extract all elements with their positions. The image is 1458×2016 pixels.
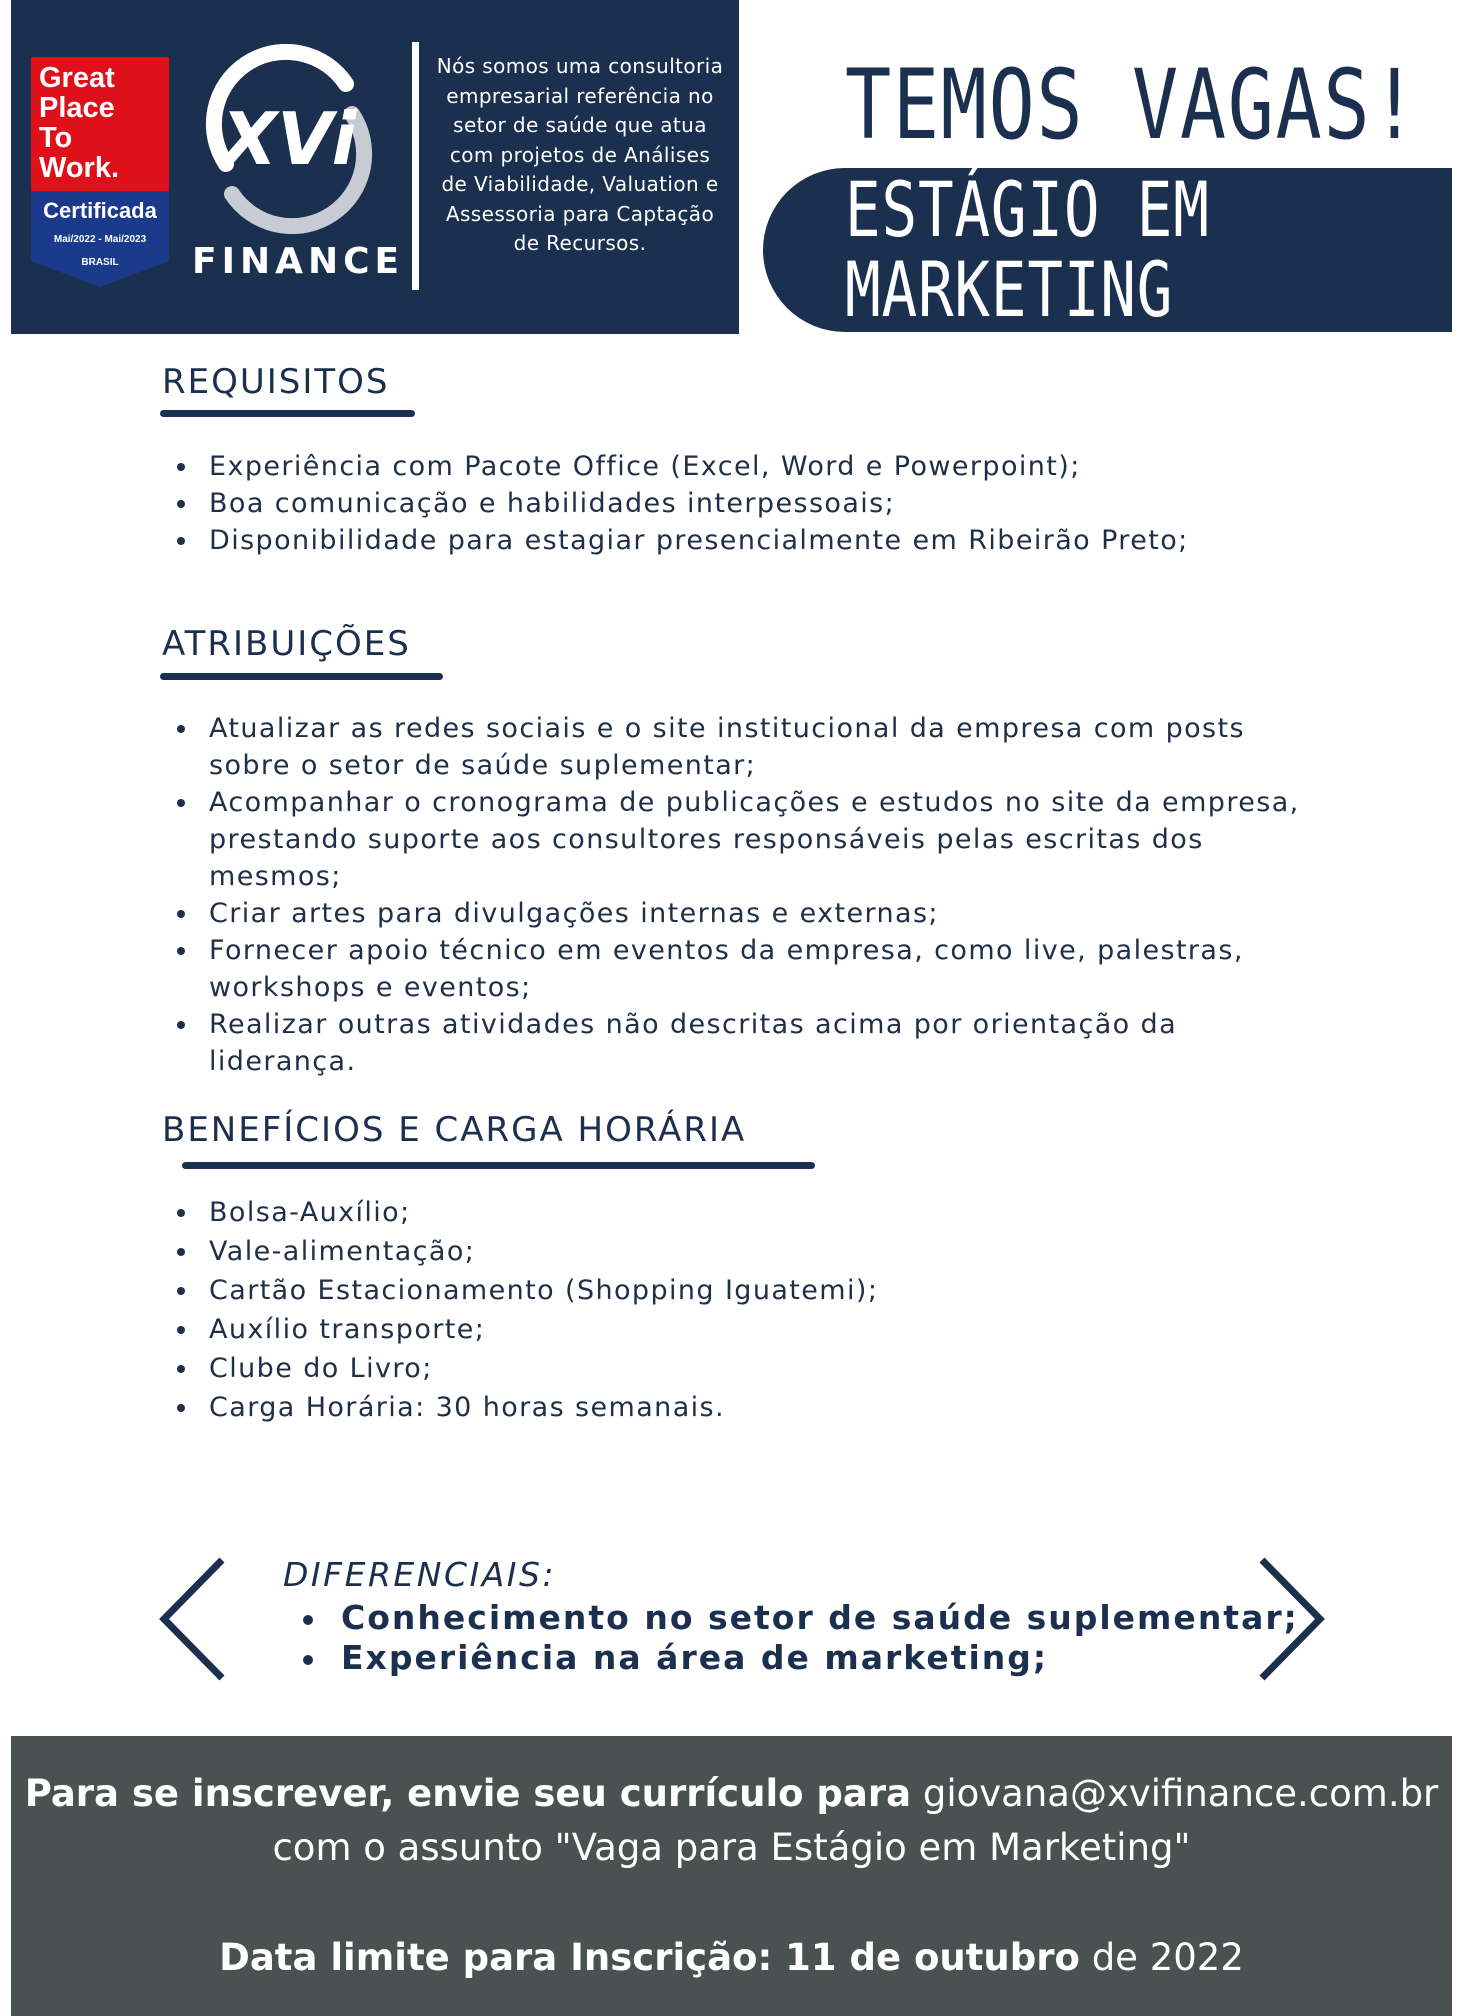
position-title-line-1: ESTÁGIO EM	[845, 165, 1210, 254]
list-item: Criar artes para divulgações internas e externas;	[161, 895, 1300, 932]
footer-subject: com o assunto "Vaga para Estágio em Marketing"	[272, 1826, 1191, 1869]
list-item: Cartão Estacionamento (Shopping Iguatemi);	[161, 1271, 878, 1310]
badge-line-2: Place	[39, 92, 115, 124]
list-item: Fornecer apoio técnico em eventos da empresa, como live, palestras, workshops e eventos;	[161, 932, 1300, 1006]
list-item: Carga Horária: 30 horas semanais.	[161, 1388, 878, 1427]
atribuicoes-underline	[160, 673, 443, 680]
badge-country: BRASIL	[81, 257, 119, 268]
list-item: Experiência na área de marketing;	[293, 1638, 1299, 1678]
list-item: Bolsa-Auxílio;	[161, 1193, 878, 1232]
headline: TEMOS VAGAS!	[845, 49, 1420, 161]
xvi-logo-icon	[196, 44, 382, 234]
footer-line-1	[11, 1772, 1452, 1815]
list-item: Realizar outras atividades não descritas acima por orientação da liderança.	[161, 1006, 1300, 1080]
requisitos-title: REQUISITOS	[162, 362, 390, 402]
footer-instruction: Para se inscrever, envie seu currículo para	[24, 1772, 912, 1815]
diferenciais-title: DIFERENCIAIS:	[283, 1555, 557, 1594]
requisitos-list	[161, 448, 1189, 559]
atribuicoes-list	[161, 710, 1300, 1080]
beneficios-list	[161, 1193, 878, 1427]
list-item: Disponibilidade para estagiar presencialmente em Ribeirão Preto;	[161, 522, 1189, 559]
beneficios-title: BENEFÍCIOS E CARGA HORÁRIA	[162, 1110, 747, 1150]
list-item: Auxílio transporte;	[161, 1310, 878, 1349]
atribuicoes-title: ATRIBUIÇÕES	[162, 624, 411, 664]
application-footer	[11, 1736, 1452, 2016]
contact-email: giovana@xvifinance.com.br	[922, 1772, 1439, 1815]
list-item: Acompanhar o cronograma de publicações e estudos no site da empresa, prestando suporte aos consultores responsáveis pelas escritas dos mesmos;	[161, 784, 1300, 895]
list-item: Boa comunicação e habilidades interpessoais;	[161, 485, 1189, 522]
diferenciais-list	[293, 1598, 1299, 1678]
badge-period: Mai/2022 - Mai/2023	[53, 234, 147, 245]
deadline-year: de 2022	[1091, 1936, 1244, 1979]
list-item: Experiência com Pacote Office (Excel, Word e Powerpoint);	[161, 448, 1189, 485]
list-item: Atualizar as redes sociais e o site institucional da empresa com posts sobre o setor de saúde suplementar;	[161, 710, 1300, 784]
badge-line-4: Work.	[39, 152, 120, 184]
list-item: Conhecimento no setor de saúde suplementar;	[293, 1598, 1299, 1638]
requisitos-underline	[160, 410, 415, 417]
header-divider	[412, 42, 419, 290]
company-description: Nós somos uma consultoria empresarial referência no setor de saúde que atua com projetos de Análises de Viabilidade, Valuation e Assessoria para Captação de Recursos.	[436, 54, 724, 255]
badge-certified: Certificada	[43, 198, 157, 223]
position-title	[845, 165, 1210, 334]
logo-wordmark: FINANCE	[192, 241, 405, 282]
beneficios-underline	[182, 1162, 815, 1169]
logo-mark: XVi	[221, 97, 357, 181]
deadline-label: Data limite para Inscrição: 11 de outubro	[219, 1936, 1080, 1979]
badge-line-1: Great	[39, 62, 115, 94]
footer-deadline	[11, 1936, 1452, 1979]
position-title-line-2: MARKETING	[845, 245, 1174, 334]
badge-line-3: To	[39, 122, 73, 154]
list-item: Vale-alimentação;	[161, 1232, 878, 1271]
list-item: Clube do Livro;	[161, 1349, 878, 1388]
great-place-to-work-badge	[31, 57, 169, 287]
chevron-left-icon	[158, 1556, 228, 1682]
